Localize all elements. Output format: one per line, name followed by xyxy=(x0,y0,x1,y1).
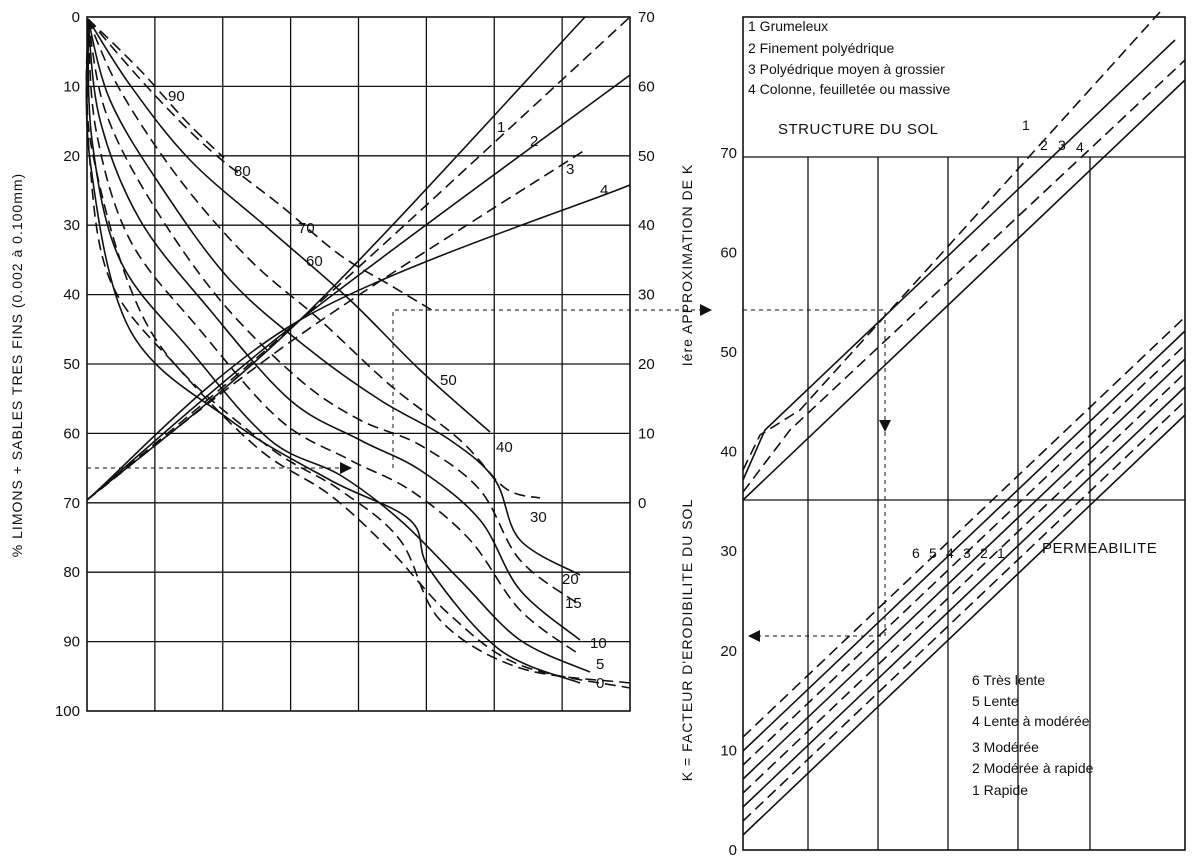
left-y2-axis-title: Iére APPROXIMATION DE K xyxy=(679,163,695,367)
left-y2-tick-label: 40 xyxy=(638,217,655,235)
guide-arrowhead xyxy=(748,630,760,642)
left-y2-tick-label: 70 xyxy=(638,9,655,26)
permeability-legend-5: 5 Lente xyxy=(972,693,1019,709)
permeability-legend-1: 1 Rapide xyxy=(972,782,1029,798)
permeability-line-label-4: 4 xyxy=(946,545,954,561)
left-y-tick-label: 90 xyxy=(63,633,80,651)
right-structure-label-3: 3 xyxy=(1058,137,1066,153)
sand-curve-label-15: 15 xyxy=(565,595,582,612)
sand-curve-label-10: 10 xyxy=(590,635,607,652)
structure-legend-2: 2 Finement polyédrique xyxy=(748,40,895,56)
right-y-tick-label: 70 xyxy=(720,144,737,162)
sand-curve-label-20: 20 xyxy=(562,571,579,588)
sand-curve-label-90: 90 xyxy=(168,88,185,105)
left-structure-label-1: 1 xyxy=(497,119,506,136)
permeability-line-1 xyxy=(743,415,1185,835)
left-y-tick-label: 30 xyxy=(63,217,80,235)
sand-curve-20 xyxy=(88,19,580,655)
left-y-tick-label: 10 xyxy=(63,78,80,96)
left-panel-grid xyxy=(87,17,630,711)
sand-curve-30 xyxy=(88,19,580,640)
left-structure-label-3: 3 xyxy=(566,161,575,178)
permeability-line-8 xyxy=(743,317,1185,737)
guide-permeability xyxy=(760,432,885,636)
structure-legend-4: 4 Colonne, feuilletée ou massive xyxy=(748,81,951,97)
left-y2-tick-label: 0 xyxy=(638,494,647,512)
sand-curve-80 xyxy=(88,19,435,312)
permeability-legend-3: 3 Modérée xyxy=(972,739,1039,755)
permeability-heading: PERMEABILITE xyxy=(1042,540,1158,557)
left-y-tick-label: 50 xyxy=(63,356,80,373)
structure-legend-1: 1 Grumeleux xyxy=(748,18,829,34)
right-y-tick-label: 0 xyxy=(728,842,737,859)
left-y2-tick-label: 60 xyxy=(638,78,655,96)
permeability-line-label-1: 1 xyxy=(997,545,1005,561)
permeability-line-label-5: 5 xyxy=(929,545,937,561)
left-y-tick-label: 80 xyxy=(63,564,80,582)
sand-curve-label-0: 0 xyxy=(596,675,605,692)
right-y-tick-label: 10 xyxy=(720,742,737,760)
left-y-tick-label: 20 xyxy=(63,147,80,165)
right-y-axis-title: K = FACTEUR D'ERODIBILITE DU SOL xyxy=(679,498,695,782)
permeability-line-3 xyxy=(743,387,1185,807)
right-y-tick-label: 20 xyxy=(720,642,737,660)
left-y2-tick-label: 50 xyxy=(638,147,655,165)
permeability-legend-4: 4 Lente à modérée xyxy=(972,713,1090,729)
sand-curve-label-80: 80 xyxy=(234,163,251,180)
sand-curve-label-5: 5 xyxy=(596,656,605,673)
permeability-line-label-3: 3 xyxy=(963,545,971,561)
left-y-tick-label: 40 xyxy=(63,286,80,304)
sand-curve-label-60: 60 xyxy=(306,253,323,270)
right-y-tick-label: 60 xyxy=(720,244,737,262)
guide-structure xyxy=(743,310,885,420)
sand-curve-90 xyxy=(88,19,224,158)
permeability-line-label-2: 2 xyxy=(980,545,988,561)
left-structure-label-4: 4 xyxy=(600,182,609,199)
permeability-legend-2: 2 Modérée à rapide xyxy=(972,760,1094,776)
sand-curve-label-40: 40 xyxy=(496,439,513,456)
structure-heading: STRUCTURE DU SOL xyxy=(778,121,939,138)
sand-curve-15 xyxy=(88,19,590,672)
left-y-tick-label: 70 xyxy=(63,494,80,512)
permeability-line-2 xyxy=(743,401,1185,821)
right-y-tick-label: 40 xyxy=(720,443,737,461)
left-y2-tick-label: 10 xyxy=(638,425,655,443)
guide-arrowhead xyxy=(700,304,712,316)
sand-curve-label-70: 70 xyxy=(298,220,315,237)
right-structure-label-1: 1 xyxy=(1022,117,1030,133)
sand-curve-0 xyxy=(86,19,580,683)
permeability-line-label-6: 6 xyxy=(912,545,920,561)
left-y2-tick-label: 20 xyxy=(638,356,655,373)
right-structure-label-4: 4 xyxy=(1076,139,1084,155)
permeability-legend-6: 6 Très lente xyxy=(972,672,1046,688)
guide-arrowhead xyxy=(340,462,352,474)
right-structure-label-2: 2 xyxy=(1040,137,1048,153)
guide-k-first xyxy=(393,310,700,468)
left-y-tick-label: 100 xyxy=(54,703,80,720)
structure-legend-3: 3 Polyédrique moyen à grossier xyxy=(748,61,945,77)
sand-curve-label-30: 30 xyxy=(530,509,547,526)
left-structure-label-2: 2 xyxy=(530,133,539,150)
left-y2-tick-label: 30 xyxy=(638,286,655,304)
right-y-tick-label: 30 xyxy=(720,543,737,561)
right-y-tick-label: 50 xyxy=(720,343,737,361)
left-y-tick-label: 0 xyxy=(71,9,80,26)
guide-arrowhead xyxy=(879,420,891,432)
permeability-line-5 xyxy=(743,359,1185,779)
left-y-tick-label: 60 xyxy=(63,425,80,443)
left-y-axis-title: % LIMONS + SABLES TRES FINS (0.002 à 0.100mm) xyxy=(9,172,25,558)
sand-curve-label-50: 50 xyxy=(440,372,457,389)
